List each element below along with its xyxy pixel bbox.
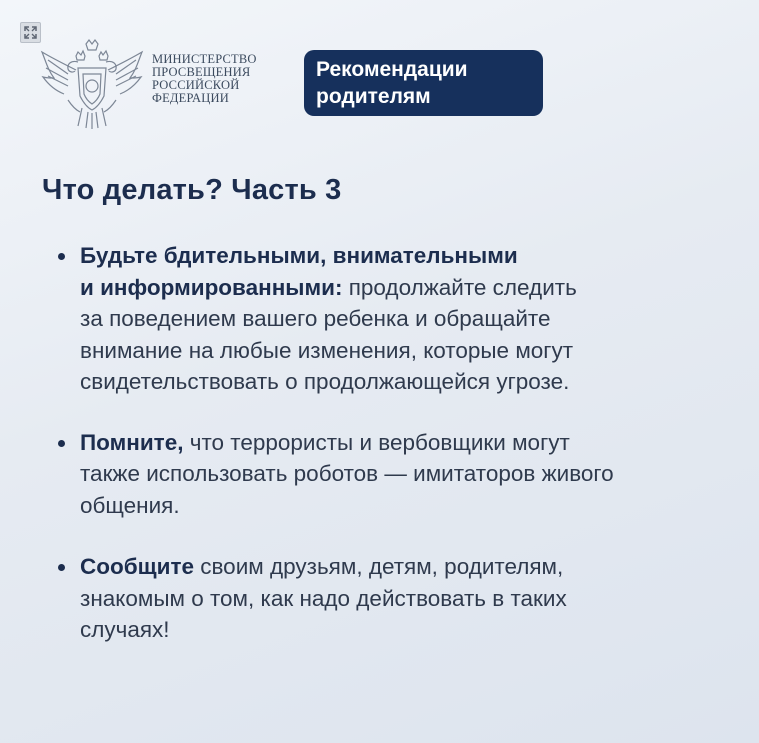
item-line: свидетельствовать о продолжающейся угрозе.: [80, 369, 570, 394]
item-bold: Будьте бдительными, внимательными: [80, 243, 518, 268]
item-bold: Помните,: [80, 429, 184, 455]
item-text: продолжайте следить: [342, 274, 577, 300]
bullet-icon: [58, 253, 65, 260]
item-line: случаях!: [80, 617, 170, 642]
item-line: [80, 427, 748, 459]
double-headed-eagle-emblem-icon: [38, 38, 146, 130]
ministry-name: [152, 53, 292, 105]
item-bold: Сообщите: [80, 554, 194, 579]
ministry-line: ПРОСВЕЩЕНИЯ: [152, 65, 251, 79]
item-line: за поведением вашего ребенка и обращайте: [80, 306, 551, 331]
badge-line: Рекомендации: [316, 58, 468, 81]
list-item: [58, 240, 748, 398]
item-line: общения.: [80, 492, 180, 518]
ministry-line: МИНИСТЕРСТВО: [152, 52, 257, 66]
item-bold: и информированными:: [80, 274, 343, 300]
item-line: [80, 551, 748, 583]
recommendations-badge: [304, 50, 543, 116]
item-line: также использовать роботов — имитаторов живого: [80, 461, 614, 486]
item-line: [80, 272, 748, 304]
list-item: [58, 427, 748, 522]
ministry-line: ФЕДЕРАЦИИ: [152, 91, 229, 105]
badge-line: родителям: [316, 85, 431, 108]
ministry-line: РОССИЙСКОЙ: [152, 78, 240, 92]
list-item: [58, 551, 748, 646]
bullet-icon: [58, 564, 65, 571]
item-text: своим друзьям, детям, родителям,: [193, 554, 564, 579]
page-title: Что делать? Часть 3: [42, 174, 342, 206]
item-line: [80, 240, 748, 272]
item-text: что террористы и вербовщики могут: [183, 429, 570, 455]
item-line: внимание на любые изменения, которые могут: [80, 337, 574, 363]
item-line: знакомым о том, как надо действовать в таких: [80, 585, 567, 611]
recommendation-list: [58, 240, 748, 646]
bullet-icon: [58, 440, 65, 447]
